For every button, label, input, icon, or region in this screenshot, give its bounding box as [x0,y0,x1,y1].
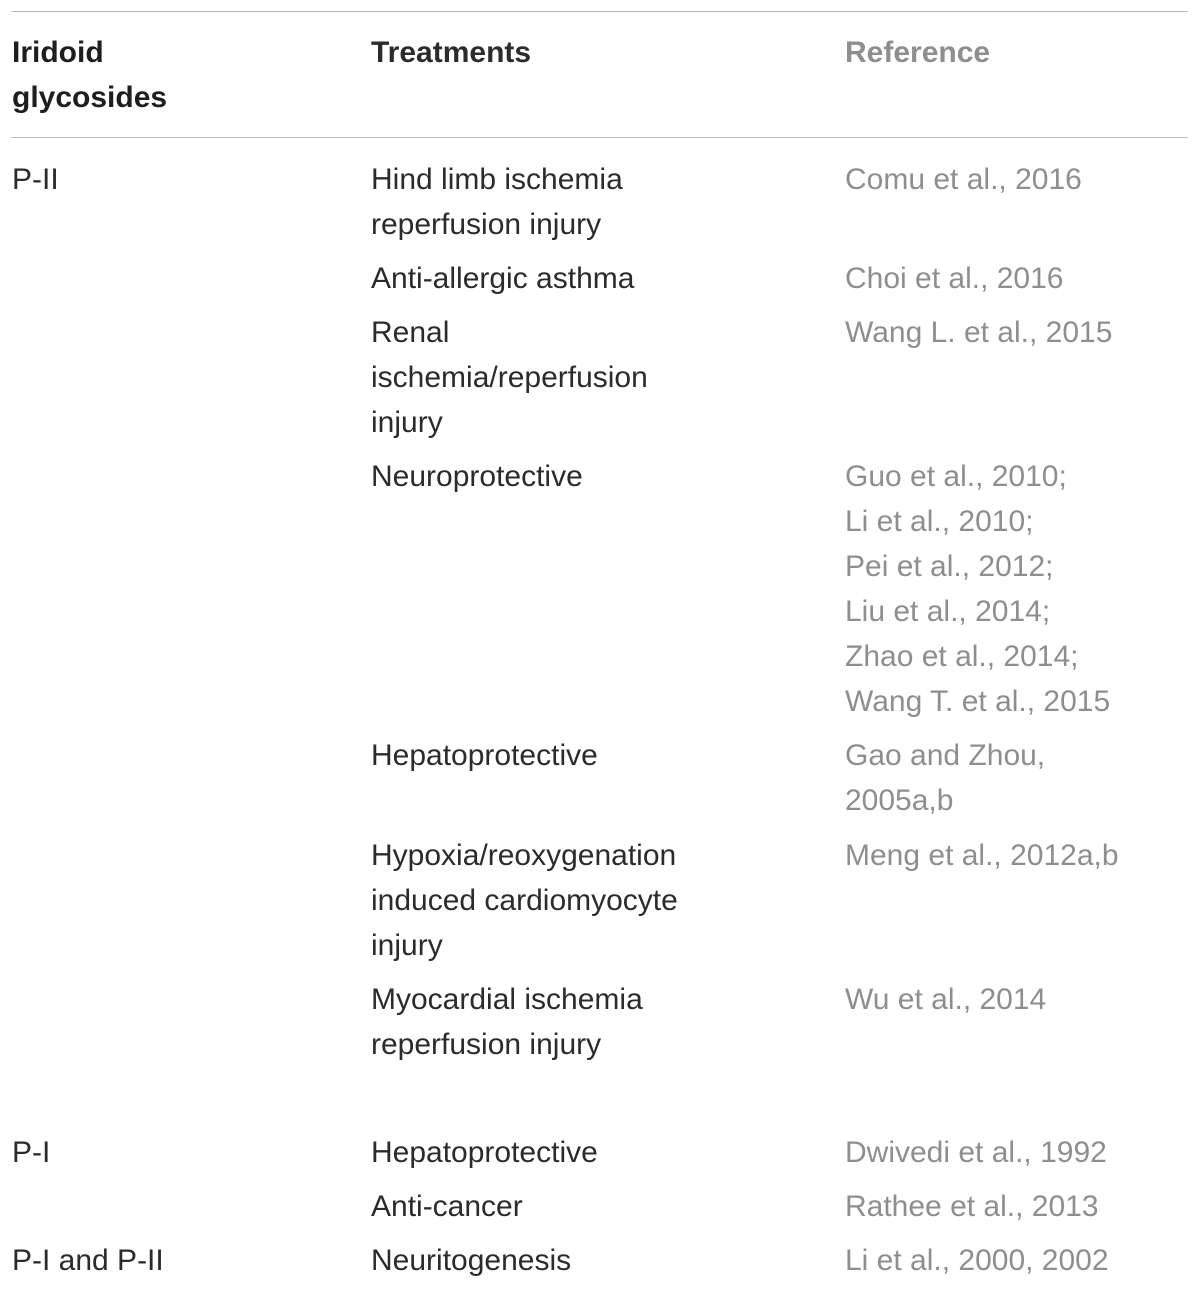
reference-line: Liu et al., 2014; [845,595,1051,628]
treatment-line: Anti-cancer [371,1190,523,1223]
treatment-line: Renal [371,316,450,349]
treatment-line: Hypoxia/reoxygenation [371,839,677,872]
header-iridoid-line: Iridoid [12,36,104,69]
reference-cell [845,833,1119,878]
header-glycosides-line: glycosides [12,81,168,114]
treatment-line: injury [371,406,443,439]
treatment-line: Hepatoprotective [371,1136,598,1169]
reference-line: Guo et al., 2010; [845,460,1067,493]
header-reference: Reference [845,36,991,69]
reference-line: Rathee et al., 2013 [845,1190,1099,1223]
reference-line: Zhao et al., 2014; [845,640,1079,673]
reference-cell [845,977,1046,1022]
treatment-line: ischemia/reperfusion [371,361,648,394]
compound-cell: P-II [12,163,59,196]
treatment-line: Neuritogenesis [371,1244,572,1277]
reference-cell [845,310,1112,355]
reference-line: Gao and Zhou, [845,739,1046,772]
header-treatments: Treatments [371,36,532,69]
treatment-cell [371,833,678,968]
compound-cell: P-I and P-II [12,1244,164,1277]
treatment-cell [371,1184,523,1229]
reference-cell [845,454,1110,724]
treatment-line: reperfusion injury [371,1028,602,1061]
reference-line: Wang L. et al., 2015 [845,316,1113,349]
reference-cell [845,256,1063,301]
reference-line: Wang T. et al., 2015 [845,685,1111,718]
reference-line: Choi et al., 2016 [845,262,1064,295]
treatment-line: injury [371,929,443,962]
reference-line: Comu et al., 2016 [845,163,1082,196]
treatment-cell [371,977,643,1067]
treatment-line: Hind limb ischemia [371,163,623,196]
treatment-cell [371,157,623,247]
treatment-cell [371,733,598,778]
treatment-line: induced cardiomyocyte [371,884,678,917]
treatment-line: Anti-allergic asthma [371,262,635,295]
reference-line: Wu et al., 2014 [845,983,1047,1016]
treatment-cell [371,1130,598,1175]
treatment-line: Myocardial ischemia [371,983,643,1016]
reference-cell [845,733,1045,823]
treatment-cell [371,1238,571,1283]
compound-cell: P-I [12,1136,51,1169]
reference-line: Li et al., 2010; [845,505,1034,538]
treatment-cell [371,310,648,445]
treatment-line: Hepatoprotective [371,739,598,772]
reference-line: Li et al., 2000, 2002 [845,1244,1109,1277]
reference-line: Pei et al., 2012; [845,550,1054,583]
reference-line: Dwivedi et al., 1992 [845,1136,1107,1169]
table-top-rule [11,11,1188,12]
treatment-line: Neuroprotective [371,460,583,493]
reference-line: Meng et al., 2012a,b [845,839,1119,872]
table-header-rule [11,137,1188,138]
reference-cell [845,1130,1107,1175]
reference-line: 2005a,b [845,784,954,817]
reference-cell [845,157,1082,202]
treatment-line: reperfusion injury [371,208,602,241]
reference-cell [845,1238,1109,1283]
treatment-cell [371,454,583,499]
treatment-cell [371,256,634,301]
reference-cell [845,1184,1099,1229]
header-iridoid-glycosides [12,30,167,120]
